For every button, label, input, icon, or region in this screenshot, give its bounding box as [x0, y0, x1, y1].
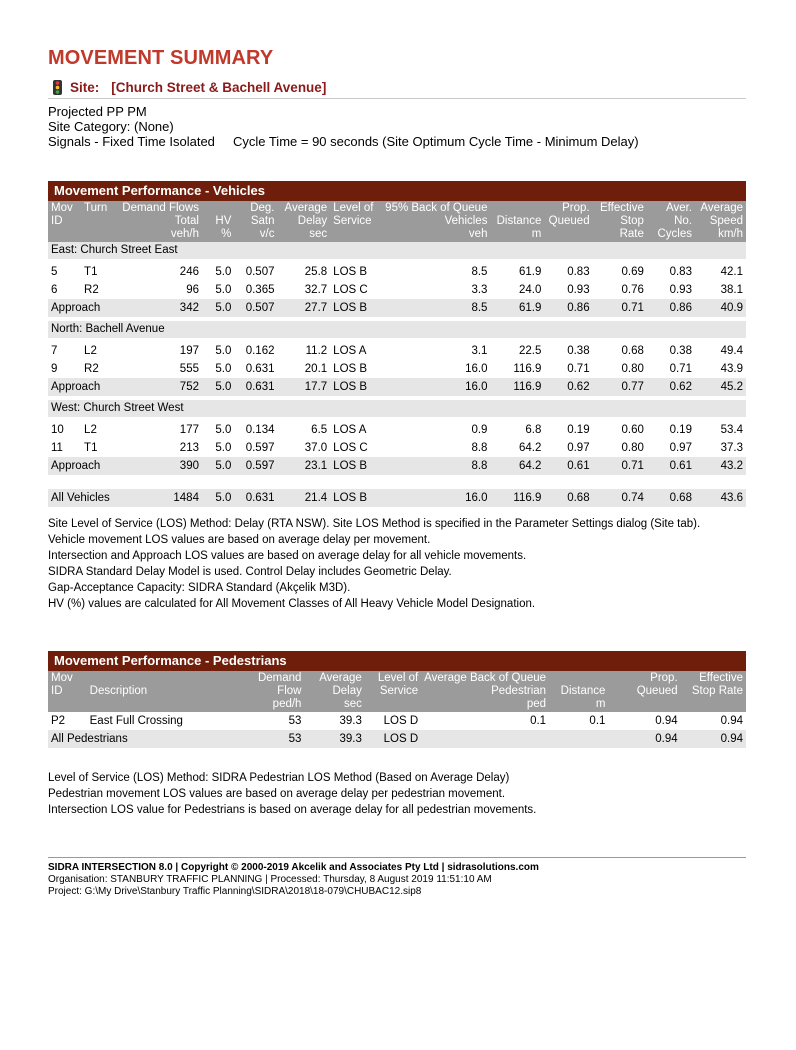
col-aver-no-cycles: Aver. No. Cycles [647, 201, 695, 242]
cell-cycles: 0.71 [647, 360, 695, 378]
col-queue-vehicles: 95% Back of Queue Vehicles veh [382, 201, 490, 242]
movement-row [48, 421, 746, 439]
cell-stop-rate: 0.68 [593, 342, 647, 360]
movement-row [48, 281, 746, 299]
cell-total: 555 [119, 360, 202, 378]
pedestrians-table-body [48, 712, 746, 752]
cell-deg-satn: 0.507 [234, 299, 277, 317]
cell-prop-queued: 0.97 [544, 439, 592, 457]
cell-total: 213 [119, 439, 202, 457]
cell-queue-distance: 6.8 [490, 421, 544, 439]
cell-queue-pedestrian [421, 730, 549, 748]
cell-prop-queued: 0.86 [544, 299, 592, 317]
cell-cycles: 0.62 [647, 378, 695, 396]
cell-prop-queued: 0.93 [544, 281, 592, 299]
vehicles-table [48, 201, 746, 517]
cell-cycles: 0.86 [647, 299, 695, 317]
cell-stop-rate: 0.94 [681, 730, 746, 748]
cell-delay: 11.2 [277, 342, 330, 360]
cell-mov-id: 9 [48, 360, 81, 378]
cell-stop-rate: 0.80 [593, 360, 647, 378]
cell-speed: 40.9 [695, 299, 746, 317]
cell-hv: 5.0 [202, 457, 234, 475]
cell-hv: 5.0 [202, 360, 234, 378]
ped-col-queue-pedestrian: Average Back of Queue Pedestrian ped [421, 671, 549, 712]
cell-mov-id: 11 [48, 439, 81, 457]
movement-row [48, 263, 746, 281]
section-row [48, 321, 746, 338]
report-title: MOVEMENT SUMMARY [48, 47, 274, 69]
cell-hv: 5.0 [202, 342, 234, 360]
cell-cycles: 0.93 [647, 281, 695, 299]
cell-speed: 43.6 [695, 489, 746, 507]
note-line: HV (%) values are calculated for All Movement Classes of All Heavy Vehicle Model Designation. [48, 598, 536, 610]
vehicles-table-body [48, 242, 746, 517]
pedestrians-panel [48, 651, 746, 752]
cell-queue-distance: 116.9 [490, 360, 544, 378]
ped-col-effective-stop-rate: Effective Stop Rate [681, 671, 746, 712]
approach-label: Approach [48, 299, 119, 317]
site-label: Site: [70, 80, 100, 95]
cell-deg-satn: 0.365 [234, 281, 277, 299]
col-turn: Turn [81, 201, 119, 242]
cell-total: 177 [119, 421, 202, 439]
col-average-speed: Average Speed km/h [695, 201, 746, 242]
cell-queue-vehicles: 8.5 [382, 299, 490, 317]
approach-label: Approach [48, 378, 119, 396]
cell-los: LOS B [330, 457, 382, 475]
cell-total: 752 [119, 378, 202, 396]
cell-delay: 39.3 [304, 730, 364, 748]
cell-stop-rate: 0.60 [593, 421, 647, 439]
cell-queue-vehicles: 8.8 [382, 439, 490, 457]
cell-queue-vehicles: 8.8 [382, 457, 490, 475]
cell-demand-flow: 53 [247, 730, 305, 748]
cell-speed: 53.4 [695, 421, 746, 439]
approach-row [48, 378, 746, 396]
info-line: Signals - Fixed Time Isolated Cycle Time = 90 seconds (Site Optimum Cycle Time - Minimum Delay) [48, 134, 639, 149]
cell-speed: 45.2 [695, 378, 746, 396]
cell-queue-distance: 22.5 [490, 342, 544, 360]
cell-turn: R2 [81, 360, 119, 378]
cell-los: LOS D [365, 712, 421, 730]
cell-mov-id: 7 [48, 342, 81, 360]
col-prop-queued: Prop. Queued [544, 201, 592, 242]
cell-stop-rate: 0.74 [593, 489, 647, 507]
cell-cycles: 0.97 [647, 439, 695, 457]
col-group-demand: Demand Flows [122, 202, 199, 214]
cell-stop-rate: 0.80 [593, 439, 647, 457]
cell-stop-rate: 0.69 [593, 263, 647, 281]
cell-queue-distance: 61.9 [490, 299, 544, 317]
cell-prop-queued: 0.71 [544, 360, 592, 378]
ped-col-level-of-service: Level of Service [365, 671, 421, 712]
movement-row [48, 439, 746, 457]
cell-delay: 25.8 [277, 263, 330, 281]
cell-stop-rate: 0.71 [593, 457, 647, 475]
cell-los: LOS D [365, 730, 421, 748]
all-pedestrians-row [48, 730, 746, 748]
all-vehicles-row [48, 489, 746, 507]
col-total: Demand Flows Total veh/h [119, 201, 202, 242]
ped-col-mov-id: Mov ID [48, 671, 87, 712]
cell-deg-satn: 0.134 [234, 421, 277, 439]
cell-delay: 27.7 [277, 299, 330, 317]
vehicle-notes [48, 516, 700, 612]
cell-los: LOS A [330, 342, 382, 360]
cell-description: East Full Crossing [87, 712, 247, 730]
cell-deg-satn: 0.631 [234, 360, 277, 378]
cell-hv: 5.0 [202, 299, 234, 317]
approach-row [48, 299, 746, 317]
cell-hv: 5.0 [202, 421, 234, 439]
cell-los: LOS B [330, 378, 382, 396]
cell-total: 96 [119, 281, 202, 299]
cell-speed: 43.2 [695, 457, 746, 475]
col-level-of-service: Level of Service [330, 201, 382, 242]
cell-turn: R2 [81, 281, 119, 299]
cell-los: LOS A [330, 421, 382, 439]
col-mov-id: Mov ID [48, 201, 81, 242]
cell-delay: 39.3 [304, 712, 364, 730]
all-vehicles-label: All Vehicles [48, 489, 119, 507]
cell-hv: 5.0 [202, 263, 234, 281]
ped-col-queue-distance: Distance m [549, 671, 608, 712]
site-header [48, 78, 746, 99]
movement-row [48, 342, 746, 360]
cell-speed: 49.4 [695, 342, 746, 360]
cell-queue-vehicles: 3.1 [382, 342, 490, 360]
site-name: [Church Street & Bachell Avenue] [111, 80, 327, 95]
cell-mov-id: 6 [48, 281, 81, 299]
cell-stop-rate: 0.94 [681, 712, 746, 730]
ped-col-demand-flow: Demand Flow ped/h [247, 671, 305, 712]
cell-deg-satn: 0.631 [234, 378, 277, 396]
info-line: Site Category: (None) [48, 119, 174, 134]
cell-los: LOS B [330, 360, 382, 378]
cell-cycles: 0.83 [647, 263, 695, 281]
approach-name: West: Church Street West [48, 400, 746, 417]
traffic-light-icon [53, 80, 62, 95]
cell-prop-queued: 0.68 [544, 489, 592, 507]
cell-hv: 5.0 [202, 439, 234, 457]
cell-total: 246 [119, 263, 202, 281]
cell-los: LOS C [330, 281, 382, 299]
cell-queue-distance: 61.9 [490, 263, 544, 281]
cell-queue-distance: 0.1 [549, 712, 608, 730]
cell-mov-id: 10 [48, 421, 81, 439]
cell-cycles: 0.38 [647, 342, 695, 360]
cell-prop-queued: 0.19 [544, 421, 592, 439]
note-line: Site Level of Service (LOS) Method: Delay (RTA NSW). Site LOS Method is specified in the Parameter Settings dialog (Site tab). [48, 518, 701, 530]
cell-turn: L2 [81, 342, 119, 360]
cell-los: LOS B [330, 263, 382, 281]
cell-speed: 38.1 [695, 281, 746, 299]
spacer-row [48, 748, 746, 752]
cell-turn: L2 [81, 421, 119, 439]
cell-deg-satn: 0.631 [234, 489, 277, 507]
cell-cycles: 0.68 [647, 489, 695, 507]
cell-deg-satn: 0.507 [234, 263, 277, 281]
pedestrian-row [48, 712, 746, 730]
cell-stop-rate: 0.76 [593, 281, 647, 299]
cell-prop-queued: 0.94 [608, 730, 680, 748]
col-group-queue: 95% Back of Queue [385, 202, 488, 214]
col-average-delay: Average Delay sec [277, 201, 330, 242]
spacer-row [48, 479, 746, 489]
cell-delay: 6.5 [277, 421, 330, 439]
cell-los: LOS B [330, 489, 382, 507]
col-hv: HV % [202, 201, 234, 242]
cell-turn: T1 [81, 263, 119, 281]
cell-queue-distance: 116.9 [490, 489, 544, 507]
cell-cycles: 0.61 [647, 457, 695, 475]
approach-name: East: Church Street East [48, 242, 746, 259]
cell-deg-satn: 0.162 [234, 342, 277, 360]
all-pedestrians-label: All Pedestrians [48, 730, 247, 748]
cell-queue-vehicles: 16.0 [382, 489, 490, 507]
cell-speed: 42.1 [695, 263, 746, 281]
cell-queue-vehicles: 0.9 [382, 421, 490, 439]
footer-copyright: SIDRA INTERSECTION 8.0 | Copyright © 2000-2019 Akcelik and Associates Pty Ltd | sidrasolutions.com [48, 862, 539, 873]
cell-delay: 37.0 [277, 439, 330, 457]
cell-prop-queued: 0.62 [544, 378, 592, 396]
cell-delay: 23.1 [277, 457, 330, 475]
pedestrian-notes [48, 770, 536, 818]
cell-deg-satn: 0.597 [234, 439, 277, 457]
cell-queue-pedestrian: 0.1 [421, 712, 549, 730]
note-line: Intersection and Approach LOS values are based on average delay for all vehicle movements. [48, 550, 527, 562]
cell-turn: T1 [81, 439, 119, 457]
pedestrians-panel-title: Movement Performance - Pedestrians [48, 651, 746, 671]
note-line: Vehicle movement LOS values are based on average delay per movement. [48, 534, 431, 546]
footer-project: Project: G:\My Drive\Stanbury Traffic Planning\SIDRA\2018\18-079\CHUBAC12.sip8 [48, 886, 422, 897]
cell-mov-id: 5 [48, 263, 81, 281]
cell-speed: 43.9 [695, 360, 746, 378]
vehicles-panel [48, 181, 746, 517]
section-row [48, 400, 746, 417]
approach-row [48, 457, 746, 475]
cell-queue-distance [549, 730, 608, 748]
col-queue-distance: Distance m [490, 201, 544, 242]
note-line: SIDRA Standard Delay Model is used. Control Delay includes Geometric Delay. [48, 566, 452, 578]
cell-hv: 5.0 [202, 378, 234, 396]
site-info [48, 104, 639, 149]
approach-label: Approach [48, 457, 119, 475]
cell-delay: 21.4 [277, 489, 330, 507]
ped-col-average-delay: Average Delay sec [304, 671, 364, 712]
note-line: Pedestrian movement LOS values are based on average delay per pedestrian movement. [48, 788, 506, 800]
cell-queue-vehicles: 3.3 [382, 281, 490, 299]
cell-deg-satn: 0.597 [234, 457, 277, 475]
approach-name: North: Bachell Avenue [48, 321, 746, 338]
col-deg-satn: Deg. Satn v/c [234, 201, 277, 242]
vehicles-panel-title: Movement Performance - Vehicles [48, 181, 746, 201]
cell-queue-vehicles: 16.0 [382, 378, 490, 396]
cell-delay: 20.1 [277, 360, 330, 378]
spacer-cell [48, 748, 746, 752]
ped-col-group-queue: Average Back of Queue [424, 672, 547, 684]
cell-queue-distance: 24.0 [490, 281, 544, 299]
site-title [70, 80, 326, 95]
cell-cycles: 0.19 [647, 421, 695, 439]
cell-prop-queued: 0.38 [544, 342, 592, 360]
footer-organisation: Organisation: STANBURY TRAFFIC PLANNING | Processed: Thursday, 8 August 2019 11:51:10 AM [48, 874, 492, 885]
note-line: Gap-Acceptance Capacity: SIDRA Standard (Akçelik M3D). [48, 582, 351, 594]
note-line: Intersection LOS value for Pedestrians is based on average delay for all pedestrian movements. [48, 804, 537, 816]
ped-col-description: Description [87, 671, 247, 712]
cell-los: LOS B [330, 299, 382, 317]
cell-mov-id: P2 [48, 712, 87, 730]
cell-demand-flow: 53 [247, 712, 305, 730]
movement-row [48, 360, 746, 378]
cell-prop-queued: 0.61 [544, 457, 592, 475]
cell-prop-queued: 0.94 [608, 712, 680, 730]
cell-queue-distance: 116.9 [490, 378, 544, 396]
cell-prop-queued: 0.83 [544, 263, 592, 281]
cell-delay: 17.7 [277, 378, 330, 396]
cell-stop-rate: 0.71 [593, 299, 647, 317]
cell-queue-distance: 64.2 [490, 457, 544, 475]
cell-queue-distance: 64.2 [490, 439, 544, 457]
cell-stop-rate: 0.77 [593, 378, 647, 396]
cell-total: 1484 [119, 489, 202, 507]
note-line: Level of Service (LOS) Method: SIDRA Pedestrian LOS Method (Based on Average Delay) [48, 772, 510, 784]
cell-queue-vehicles: 8.5 [382, 263, 490, 281]
section-row [48, 242, 746, 259]
info-line: Projected PP PM [48, 104, 147, 119]
cell-delay: 32.7 [277, 281, 330, 299]
pedestrians-table [48, 671, 746, 752]
cell-los: LOS C [330, 439, 382, 457]
cell-queue-vehicles: 16.0 [382, 360, 490, 378]
cell-speed: 37.3 [695, 439, 746, 457]
cell-total: 390 [119, 457, 202, 475]
spacer-cell [48, 479, 746, 489]
cell-total: 342 [119, 299, 202, 317]
cell-hv: 5.0 [202, 489, 234, 507]
cell-hv: 5.0 [202, 281, 234, 299]
report-footer [48, 857, 746, 898]
col-effective-stop-rate: Effective Stop Rate [593, 201, 647, 242]
ped-col-prop-queued: Prop. Queued [608, 671, 680, 712]
cell-total: 197 [119, 342, 202, 360]
